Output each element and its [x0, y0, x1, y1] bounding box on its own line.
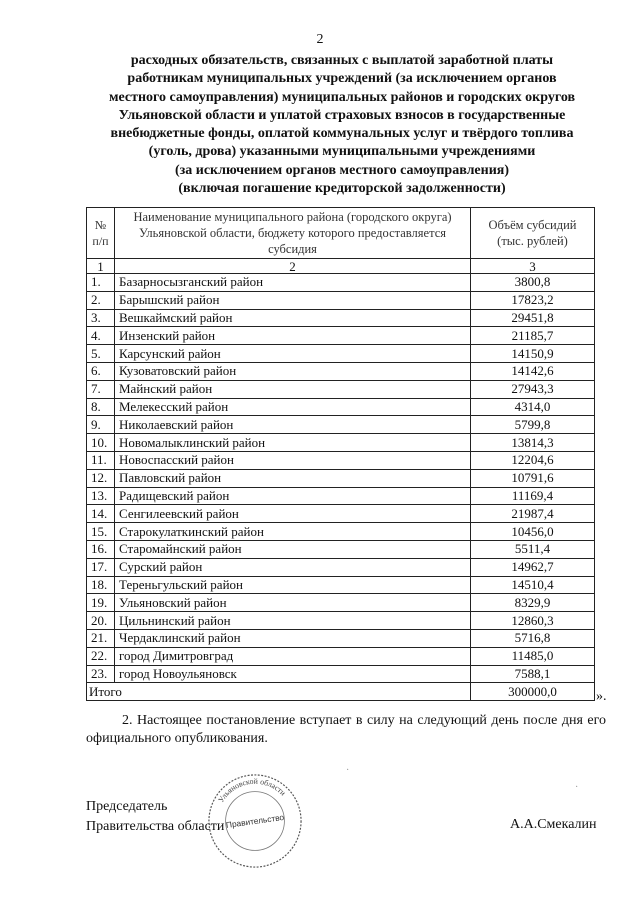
subsidy-amount: 11485,0	[471, 647, 595, 665]
row-number: 14.	[87, 505, 115, 523]
subsidy-amount: 21987,4	[471, 505, 595, 523]
subsidy-amount: 10791,6	[471, 469, 595, 487]
district-name: Новомалыклинский район	[115, 434, 471, 452]
district-name: Новоспасский район	[115, 451, 471, 469]
row-number: 18.	[87, 576, 115, 594]
district-name: Инзенский район	[115, 327, 471, 345]
scan-mark: ·	[346, 765, 350, 776]
column-index: 3	[471, 259, 595, 274]
row-number: 11.	[87, 451, 115, 469]
subsidy-amount: 14510,4	[471, 576, 595, 594]
scan-mark: ·	[575, 782, 579, 793]
district-name: город Димитровград	[115, 647, 471, 665]
table-row	[87, 576, 595, 594]
row-number: 6.	[87, 362, 115, 380]
header-num: № п/п	[87, 208, 115, 259]
table-row	[87, 558, 595, 576]
position-line-2: Правительства области	[86, 819, 225, 834]
subsidy-amount: 8329,9	[471, 594, 595, 612]
subsidy-amount: 4314,0	[471, 398, 595, 416]
district-name: Ульяновский район	[115, 594, 471, 612]
total-label: Итого	[87, 683, 471, 701]
closing-quote: ».	[596, 689, 607, 704]
title-line: местного самоуправления) муниципальных районов и городских округов	[108, 89, 576, 105]
table-row	[87, 629, 595, 647]
district-name: Кузоватовский район	[115, 362, 471, 380]
subsidy-amount: 14962,7	[471, 558, 595, 576]
district-name: Барышский район	[115, 291, 471, 309]
table-row	[87, 309, 595, 327]
district-name: Мелекесский район	[115, 398, 471, 416]
table-row	[87, 274, 595, 292]
title-line: (за исключением органов местного самоуправления)	[174, 162, 510, 178]
subsidy-amount: 12860,3	[471, 612, 595, 630]
table-row	[87, 345, 595, 363]
table-row	[87, 416, 595, 434]
table-row	[87, 451, 595, 469]
column-index: 2	[115, 259, 471, 274]
subsidy-amount: 7588,1	[471, 665, 595, 683]
column-index: 1	[87, 259, 115, 274]
district-name: Вешкаймский район	[115, 309, 471, 327]
title-line: (уголь, дрова) указанными муниципальными учреждениями	[148, 144, 536, 160]
table-row	[87, 612, 595, 630]
row-number: 10.	[87, 434, 115, 452]
row-number: 22.	[87, 647, 115, 665]
district-name: Павловский район	[115, 469, 471, 487]
table-row	[87, 469, 595, 487]
table-row	[87, 434, 595, 452]
row-number: 21.	[87, 629, 115, 647]
district-name: Карсунский район	[115, 345, 471, 363]
row-number: 5.	[87, 345, 115, 363]
district-name: Николаевский район	[115, 416, 471, 434]
table-row	[87, 540, 595, 558]
subsidy-table	[86, 207, 595, 701]
district-name: Тереньгульский район	[115, 576, 471, 594]
row-number: 2.	[87, 291, 115, 309]
header-amount: Объём субсидий (тыс. рублей)	[471, 208, 595, 259]
title-line: расходных обязательств, связанных с выплатой заработной платы	[130, 53, 554, 68]
subsidy-amount: 14142,6	[471, 362, 595, 380]
table-row	[87, 523, 595, 541]
table-row	[87, 647, 595, 665]
subsidy-amount: 5511,4	[471, 540, 595, 558]
title-line: (включая погашение кредиторской задолженности)	[178, 181, 506, 197]
district-name: город Новоульяновск	[115, 665, 471, 683]
row-number: 17.	[87, 558, 115, 576]
title-line: Ульяновской области и уплатой страховых взносов в государственные	[118, 107, 566, 123]
seal-ring-text: Ульяновской области	[216, 776, 288, 805]
row-number: 20.	[87, 612, 115, 630]
title-line: внебюджетные фонды, оплатой коммунальных услуг и твёрдого топлива	[110, 126, 574, 142]
table-row	[87, 398, 595, 416]
total-amount: 300000,0	[471, 683, 595, 701]
table-row	[87, 665, 595, 683]
subsidy-amount: 5716,8	[471, 629, 595, 647]
subsidy-amount: 5799,8	[471, 416, 595, 434]
row-number: 12.	[87, 469, 115, 487]
district-name: Сурский район	[115, 558, 471, 576]
total-row	[87, 683, 595, 701]
table-row	[87, 327, 595, 345]
table-row	[87, 380, 595, 398]
table-row	[87, 594, 595, 612]
row-number: 3.	[87, 309, 115, 327]
subsidy-amount: 27943,3	[471, 380, 595, 398]
row-number: 8.	[87, 398, 115, 416]
paragraph-text: 2. Настоящее постановление вступает в силу на следующий день после дня его официального опубликования.	[86, 713, 606, 746]
subsidy-amount: 17823,2	[471, 291, 595, 309]
subsidy-amount: 10456,0	[471, 523, 595, 541]
svg-text:Ульяновской области	[216, 777, 287, 804]
signatory-name: А.А.Смекалин	[510, 817, 597, 832]
district-name: Цильнинский район	[115, 612, 471, 630]
title-line: работникам муниципальных учреждений (за исключением органов	[127, 71, 557, 87]
row-number: 7.	[87, 380, 115, 398]
subsidy-amount: 21185,7	[471, 327, 595, 345]
row-number: 9.	[87, 416, 115, 434]
table-row	[87, 362, 595, 380]
table-row	[87, 487, 595, 505]
subsidy-amount: 13814,3	[471, 434, 595, 452]
district-name: Старомайнский район	[115, 540, 471, 558]
position-line-1: Председатель	[86, 799, 168, 814]
subsidy-amount: 14150,9	[471, 345, 595, 363]
subsidy-amount: 11169,4	[471, 487, 595, 505]
subsidy-amount: 29451,8	[471, 309, 595, 327]
district-name: Базарносызганский район	[115, 274, 471, 292]
row-number: 15.	[87, 523, 115, 541]
subsidy-amount: 12204,6	[471, 451, 595, 469]
subsidy-amount: 3800,8	[471, 274, 595, 292]
page-number: 2	[316, 32, 324, 47]
table-row	[87, 505, 595, 523]
official-seal-icon	[206, 772, 304, 870]
row-number: 13.	[87, 487, 115, 505]
header-name: Наименование муниципального района (городского округа) Ульяновской области, бюджету которого предоставляется субсидия	[115, 208, 471, 259]
district-name: Радищевский район	[115, 487, 471, 505]
seal-center-text: Правительство	[225, 811, 285, 830]
district-name: Сенгилеевский район	[115, 505, 471, 523]
final-paragraph	[86, 712, 606, 748]
table-row	[87, 291, 595, 309]
document-title	[82, 52, 602, 198]
district-name: Майнский район	[115, 380, 471, 398]
district-name: Старокулаткинский район	[115, 523, 471, 541]
row-number: 4.	[87, 327, 115, 345]
district-name: Чердаклинский район	[115, 629, 471, 647]
row-number: 1.	[87, 274, 115, 292]
signature-position	[86, 797, 224, 837]
row-number: 23.	[87, 665, 115, 683]
row-number: 16.	[87, 540, 115, 558]
row-number: 19.	[87, 594, 115, 612]
